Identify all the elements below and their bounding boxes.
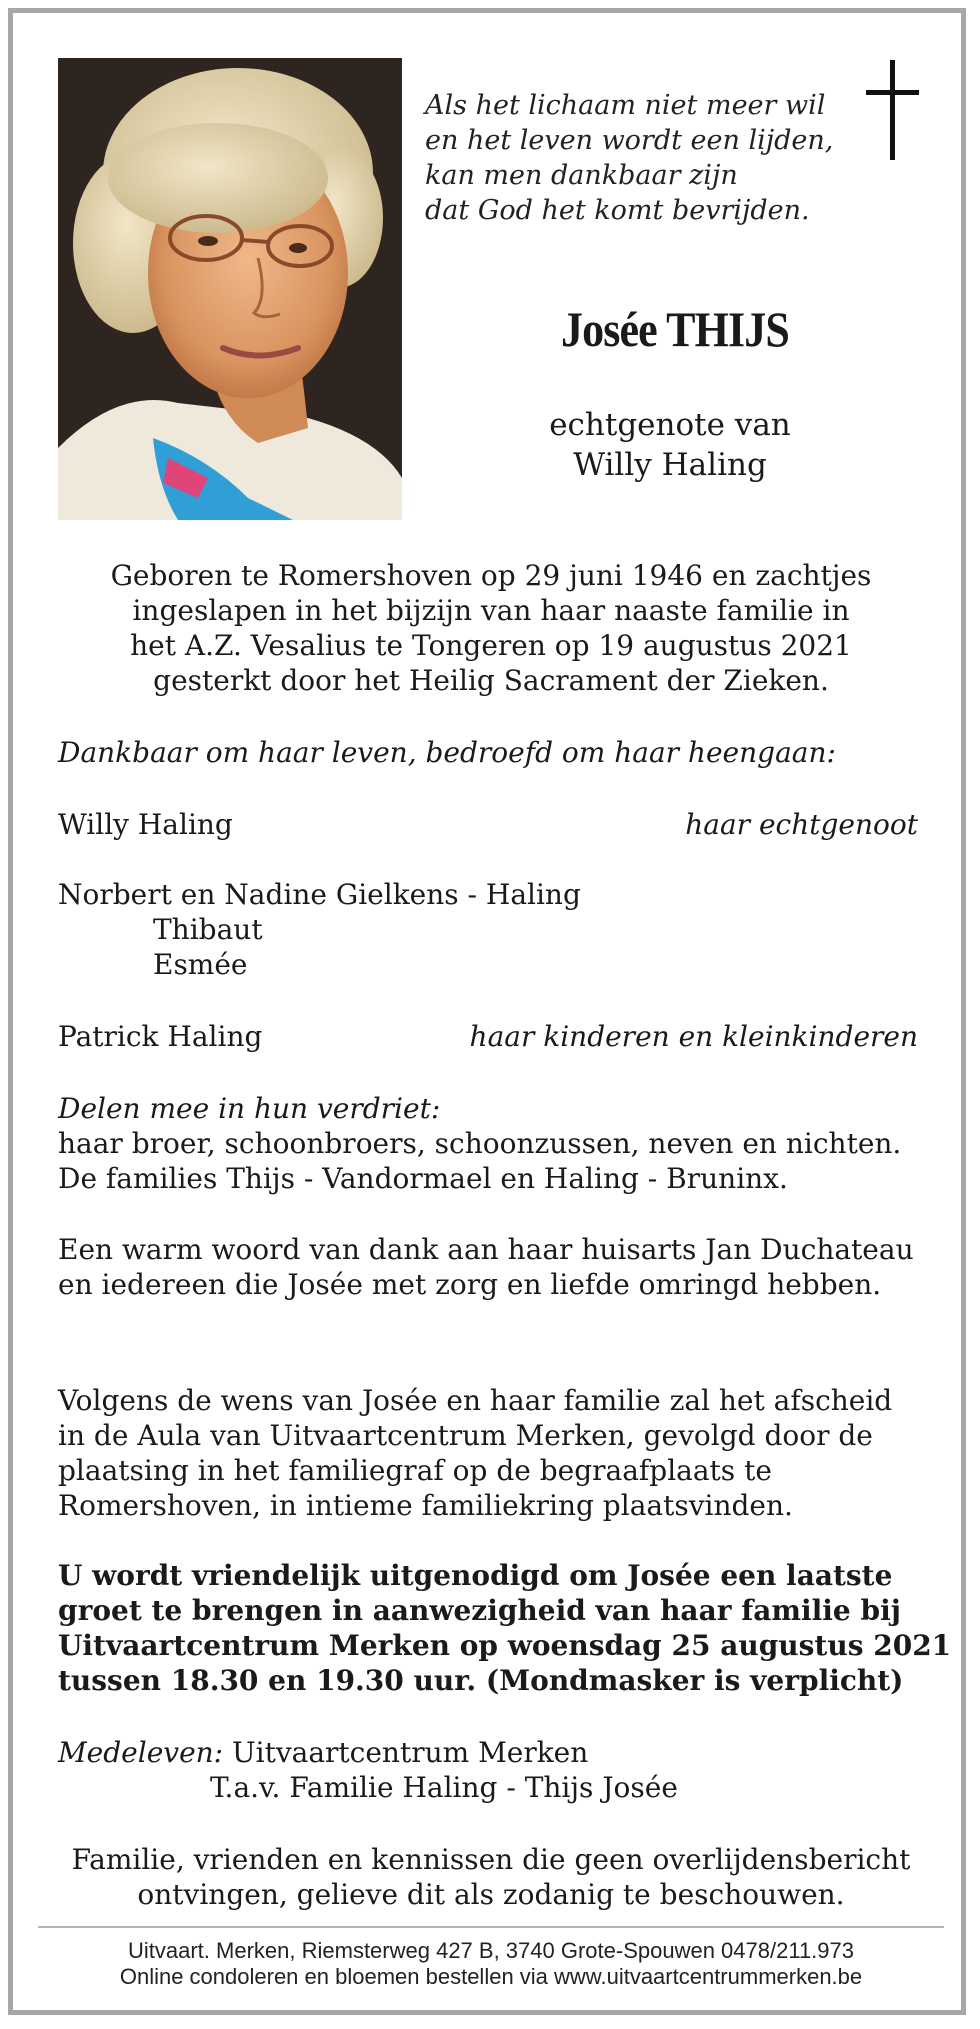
family-children-role: haar kinderen en kleinkinderen: [469, 1020, 918, 1053]
family-child-1: Norbert en Nadine Gielkens - Haling: [58, 878, 581, 911]
birth-line: gesterkt door het Heilig Sacrament der Zieken.: [153, 664, 829, 697]
condolence-label: Medeleven:: [58, 1736, 224, 1769]
share-heading: Delen mee in hun verdriet:: [58, 1092, 441, 1125]
family-grandchild: Thibaut: [153, 913, 263, 946]
invitation-block: [58, 1558, 951, 1698]
invitation-line: tussen 18.30 en 19.30 uur. (Mondmasker is verplicht): [58, 1664, 904, 1697]
thanks-line: Een warm woord van dank aan haar huisarts Jan Duchateau: [58, 1233, 914, 1266]
spouse-label: echtgenote van: [549, 407, 791, 443]
share-line: De families Thijs - Vandormael en Haling - Bruninx.: [58, 1162, 788, 1195]
farewell-line: Romershoven, in intieme familiekring plaatsvinden.: [58, 1489, 793, 1522]
farewell-line: Volgens de wens van Josée en haar familie zal het afscheid: [58, 1384, 893, 1417]
closing-line: ontvingen, gelieve dit als zodanig te beschouwen.: [137, 1878, 845, 1911]
birth-line: Geboren te Romershoven op 29 juni 1946 en zachtjes: [110, 559, 872, 592]
invitation-line: Uitvaartcentrum Merken op woensdag 25 augustus 2021: [58, 1629, 952, 1662]
condolence-line: [58, 1735, 588, 1770]
share-block: [58, 1091, 901, 1196]
footer-divider: [38, 1926, 944, 1928]
condolence-address: Uitvaartcentrum Merken: [232, 1736, 589, 1769]
spouse-block: [440, 405, 900, 485]
thanks-block: [58, 1232, 914, 1302]
poem-line: kan men dankbaar zijn: [425, 160, 738, 191]
closing-line: Familie, vrienden en kennissen die geen overlijdensbericht: [71, 1843, 911, 1876]
family-husband-role: haar echtgenoot: [685, 808, 918, 841]
poem-line: dat God het komt bevrijden.: [425, 195, 810, 226]
poem: [425, 88, 855, 228]
invitation-line: groet te brengen in aanwezigheid van haar familie bij: [58, 1594, 901, 1627]
birth-death-text: [58, 558, 924, 698]
family-husband-name: Willy Haling: [58, 808, 233, 841]
closing-block: [58, 1842, 924, 1912]
deceased-name: Josée THIJS: [561, 301, 789, 357]
family-child-2: Patrick Haling: [58, 1020, 263, 1053]
family-grandchild: Esmée: [153, 948, 248, 981]
farewell-line: in de Aula van Uitvaartcentrum Merken, gevolgd door de: [58, 1419, 873, 1452]
cross-icon: [862, 60, 924, 160]
invitation-line: U wordt vriendelijk uitgenodigd om Josée een laatste: [58, 1559, 893, 1592]
footer-website: Online condoleren en bloemen bestellen via www.uitvaartcentrummerken.be: [119, 1964, 863, 1989]
birth-line: ingeslapen in het bijzijn van haar naaste familie in: [132, 594, 850, 627]
footer: [38, 1938, 944, 1990]
thanks-line: en iedereen die Josée met zorg en liefde omringd hebben.: [58, 1268, 882, 1301]
farewell-block: [58, 1383, 892, 1523]
spouse-name: Willy Haling: [573, 447, 767, 483]
portrait-photo: [58, 58, 402, 520]
farewell-line: plaatsing in het familiegraf op de begraafplaats te: [58, 1454, 772, 1487]
birth-line: het A.Z. Vesalius te Tongeren op 19 augustus 2021: [130, 629, 852, 662]
condolence-attention: T.a.v. Familie Haling - Thijs Josée: [210, 1771, 678, 1804]
grateful-line: Dankbaar om haar leven, bedroefd om haar heengaan:: [58, 736, 836, 769]
poem-line: en het leven wordt een lijden,: [425, 125, 834, 156]
share-line: haar broer, schoonbroers, schoonzussen, neven en nichten.: [58, 1127, 902, 1160]
footer-address: Uitvaart. Merken, Riemsterweg 427 B, 3740 Grote-Spouwen 0478/211.973: [128, 1938, 854, 1963]
poem-line: Als het lichaam niet meer wil: [425, 90, 826, 121]
